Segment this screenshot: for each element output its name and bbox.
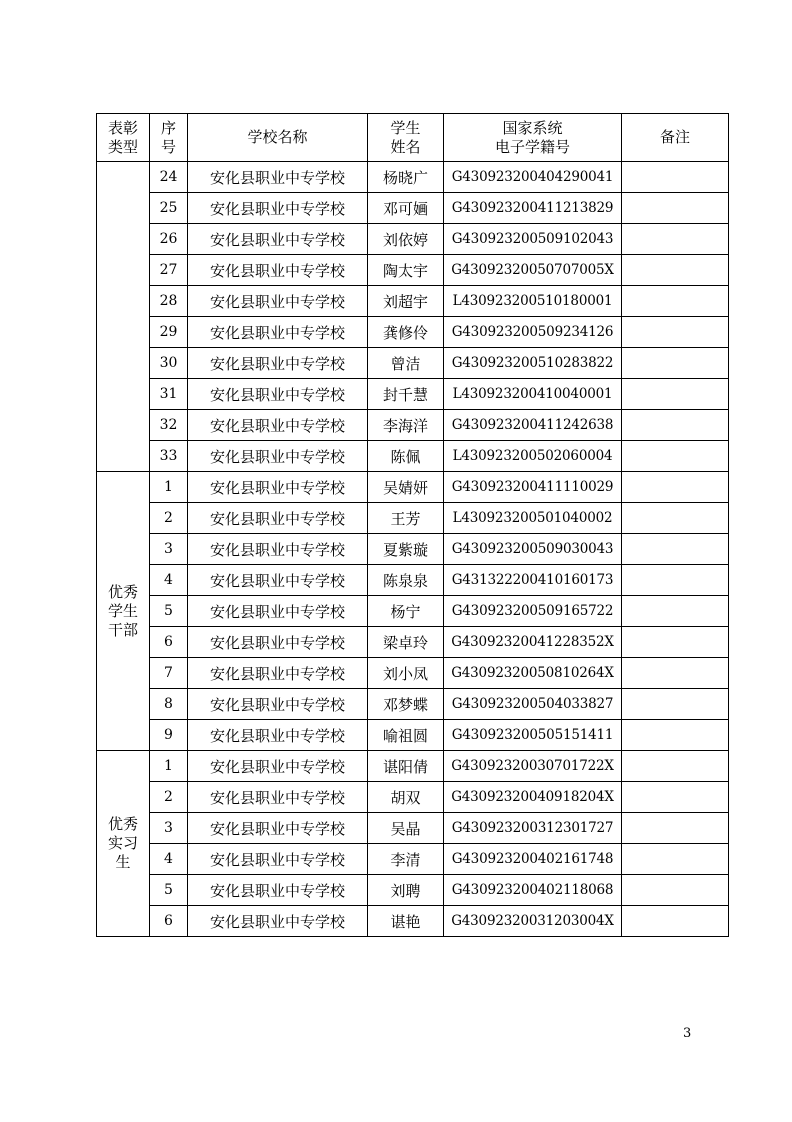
award-type-line: 实习 [107, 834, 138, 852]
student-name-cell: 封千慧 [368, 379, 444, 410]
school-cell: 安化县职业中专学校 [188, 503, 368, 534]
student-id-cell: L430923200501040002 [444, 503, 622, 534]
table-row [97, 379, 729, 410]
school-cell: 安化县职业中专学校 [188, 844, 368, 875]
table-row [97, 689, 729, 720]
school-cell: 安化县职业中专学校 [188, 534, 368, 565]
school-cell: 安化县职业中专学校 [188, 472, 368, 503]
school-cell: 安化县职业中专学校 [188, 162, 368, 193]
seq-cell: 32 [150, 410, 188, 441]
header-award-type-line: 类型 [107, 137, 138, 156]
student-roster-table [96, 113, 729, 937]
seq-cell: 7 [150, 658, 188, 689]
student-id-cell: L430923200502060004 [444, 441, 622, 472]
remark-cell [622, 379, 729, 410]
seq-cell: 3 [150, 534, 188, 565]
school-cell: 安化县职业中专学校 [188, 410, 368, 441]
school-cell: 安化县职业中专学校 [188, 441, 368, 472]
student-name-cell: 刘聘 [368, 875, 444, 906]
table-row [97, 410, 729, 441]
header-seq-line: 序 [160, 118, 176, 137]
student-id-cell: L430923200510180001 [444, 286, 622, 317]
seq-cell: 25 [150, 193, 188, 224]
student-name-cell: 喻祖圆 [368, 720, 444, 751]
header-school: 学校名称 [188, 114, 368, 162]
school-cell: 安化县职业中专学校 [188, 906, 368, 937]
school-cell: 安化县职业中专学校 [188, 720, 368, 751]
student-name-cell: 谌艳 [368, 906, 444, 937]
remark-cell [622, 255, 729, 286]
school-cell: 安化县职业中专学校 [188, 751, 368, 782]
award-type-line: 优秀 [107, 582, 138, 601]
student-id-cell: G43092320030701722X [444, 751, 622, 782]
school-cell: 安化县职业中专学校 [188, 658, 368, 689]
remark-cell [622, 596, 729, 627]
seq-cell: 33 [150, 441, 188, 472]
header-id-line: 电子学籍号 [494, 137, 570, 156]
student-name-cell: 吴婧妍 [368, 472, 444, 503]
header-remark: 备注 [622, 114, 729, 162]
table-row [97, 255, 729, 286]
student-name-cell: 胡双 [368, 782, 444, 813]
header-row [97, 114, 729, 162]
student-id-cell: G43092320050810264X [444, 658, 622, 689]
student-id-cell: G430923200402118068 [444, 875, 622, 906]
student-id-cell: G43092320031203004X [444, 906, 622, 937]
remark-cell [622, 317, 729, 348]
remark-cell [622, 565, 729, 596]
page-number: 3 [683, 1026, 692, 1041]
student-id-cell: G430923200509234126 [444, 317, 622, 348]
table-row [97, 162, 729, 193]
student-id-cell: G430923200312301727 [444, 813, 622, 844]
student-name-cell: 龚修伶 [368, 317, 444, 348]
seq-cell: 30 [150, 348, 188, 379]
student-name-cell: 曾洁 [368, 348, 444, 379]
header-name-line: 姓名 [390, 137, 421, 156]
table-row [97, 906, 729, 937]
school-cell: 安化县职业中专学校 [188, 782, 368, 813]
remark-cell [622, 441, 729, 472]
header-name-line: 学生 [390, 118, 421, 137]
remark-cell [622, 472, 729, 503]
school-cell: 安化县职业中专学校 [188, 875, 368, 906]
school-cell: 安化县职业中专学校 [188, 255, 368, 286]
seq-cell: 1 [150, 472, 188, 503]
student-id-cell: G430923200411110029 [444, 472, 622, 503]
student-name-cell: 杨晓广 [368, 162, 444, 193]
seq-cell: 6 [150, 906, 188, 937]
remark-cell [622, 906, 729, 937]
remark-cell [622, 720, 729, 751]
award-type-cell [97, 162, 150, 472]
table-row [97, 348, 729, 379]
student-name-cell: 邓梦蝶 [368, 689, 444, 720]
seq-cell: 6 [150, 627, 188, 658]
student-name-cell: 刘超宇 [368, 286, 444, 317]
student-id-cell: G430923200411242638 [444, 410, 622, 441]
seq-cell: 1 [150, 751, 188, 782]
seq-cell: 24 [150, 162, 188, 193]
remark-cell [622, 286, 729, 317]
table-row [97, 813, 729, 844]
table-row [97, 844, 729, 875]
table-row [97, 720, 729, 751]
student-name-cell: 李清 [368, 844, 444, 875]
student-name-cell: 梁卓玲 [368, 627, 444, 658]
header-id-line: 国家系统 [502, 118, 563, 137]
header-student-id [444, 114, 622, 162]
table-row [97, 472, 729, 503]
seq-cell: 27 [150, 255, 188, 286]
table-row [97, 627, 729, 658]
seq-cell: 31 [150, 379, 188, 410]
student-name-cell: 谌阳倩 [368, 751, 444, 782]
school-cell: 安化县职业中专学校 [188, 689, 368, 720]
student-id-cell: G430923200505151411 [444, 720, 622, 751]
school-cell: 安化县职业中专学校 [188, 565, 368, 596]
school-cell: 安化县职业中专学校 [188, 348, 368, 379]
remark-cell [622, 410, 729, 441]
table-row [97, 224, 729, 255]
award-type-line: 学生 [107, 601, 138, 620]
table-row [97, 596, 729, 627]
seq-cell: 26 [150, 224, 188, 255]
student-id-cell: G430923200509165722 [444, 596, 622, 627]
remark-cell [622, 224, 729, 255]
seq-cell: 4 [150, 565, 188, 596]
remark-cell [622, 813, 729, 844]
school-cell: 安化县职业中专学校 [188, 317, 368, 348]
remark-cell [622, 782, 729, 813]
award-type-cell [97, 751, 150, 937]
remark-cell [622, 751, 729, 782]
remark-cell [622, 689, 729, 720]
table-row [97, 565, 729, 596]
seq-cell: 29 [150, 317, 188, 348]
student-id-cell: G430923200510283822 [444, 348, 622, 379]
student-id-cell: G430923200402161748 [444, 844, 622, 875]
table-header [97, 114, 729, 162]
student-id-cell: G43092320040918204X [444, 782, 622, 813]
school-cell: 安化县职业中专学校 [188, 596, 368, 627]
student-name-cell: 刘小凤 [368, 658, 444, 689]
award-type-line: 生 [115, 853, 131, 871]
student-id-cell: L430923200410040001 [444, 379, 622, 410]
student-name-cell: 杨宁 [368, 596, 444, 627]
seq-cell: 2 [150, 503, 188, 534]
table-row [97, 658, 729, 689]
table-row [97, 782, 729, 813]
student-name-cell: 陈泉泉 [368, 565, 444, 596]
header-student-name [368, 114, 444, 162]
student-name-cell: 陈佩 [368, 441, 444, 472]
seq-cell: 9 [150, 720, 188, 751]
student-name-cell: 刘依婷 [368, 224, 444, 255]
student-name-cell: 邓可婳 [368, 193, 444, 224]
student-id-cell: G430923200509030043 [444, 534, 622, 565]
school-cell: 安化县职业中专学校 [188, 813, 368, 844]
header-award-type [97, 114, 150, 162]
student-id-cell: G43092320041228352X [444, 627, 622, 658]
student-name-cell: 吴晶 [368, 813, 444, 844]
award-type-line: 干部 [107, 620, 138, 639]
student-name-cell: 陶太宇 [368, 255, 444, 286]
table-row [97, 286, 729, 317]
school-cell: 安化县职业中专学校 [188, 627, 368, 658]
table-row [97, 503, 729, 534]
seq-cell: 8 [150, 689, 188, 720]
table-row [97, 875, 729, 906]
award-type-cell [97, 472, 150, 751]
table-row [97, 441, 729, 472]
table-row [97, 317, 729, 348]
remark-cell [622, 658, 729, 689]
student-id-cell: G43092320050707005X [444, 255, 622, 286]
school-cell: 安化县职业中专学校 [188, 224, 368, 255]
remark-cell [622, 875, 729, 906]
student-name-cell: 李海洋 [368, 410, 444, 441]
seq-cell: 2 [150, 782, 188, 813]
school-cell: 安化县职业中专学校 [188, 193, 368, 224]
school-cell: 安化县职业中专学校 [188, 286, 368, 317]
student-name-cell: 夏紫璇 [368, 534, 444, 565]
header-award-type-line: 表彰 [107, 118, 138, 137]
remark-cell [622, 503, 729, 534]
award-type-line: 优秀 [107, 815, 138, 833]
seq-cell: 28 [150, 286, 188, 317]
remark-cell [622, 162, 729, 193]
table-row [97, 193, 729, 224]
table-body [97, 162, 729, 937]
remark-cell [622, 348, 729, 379]
school-cell: 安化县职业中专学校 [188, 379, 368, 410]
student-id-cell: G430923200411213829 [444, 193, 622, 224]
table-row [97, 751, 729, 782]
seq-cell: 5 [150, 596, 188, 627]
seq-cell: 5 [150, 875, 188, 906]
remark-cell [622, 534, 729, 565]
student-id-cell: G430923200404290041 [444, 162, 622, 193]
header-seq [150, 114, 188, 162]
student-id-cell: G431322200410160173 [444, 565, 622, 596]
remark-cell [622, 627, 729, 658]
remark-cell [622, 844, 729, 875]
student-id-cell: G430923200504033827 [444, 689, 622, 720]
table-row [97, 534, 729, 565]
remark-cell [622, 193, 729, 224]
student-name-cell: 王芳 [368, 503, 444, 534]
student-id-cell: G430923200509102043 [444, 224, 622, 255]
seq-cell: 3 [150, 813, 188, 844]
header-seq-line: 号 [160, 137, 176, 156]
seq-cell: 4 [150, 844, 188, 875]
